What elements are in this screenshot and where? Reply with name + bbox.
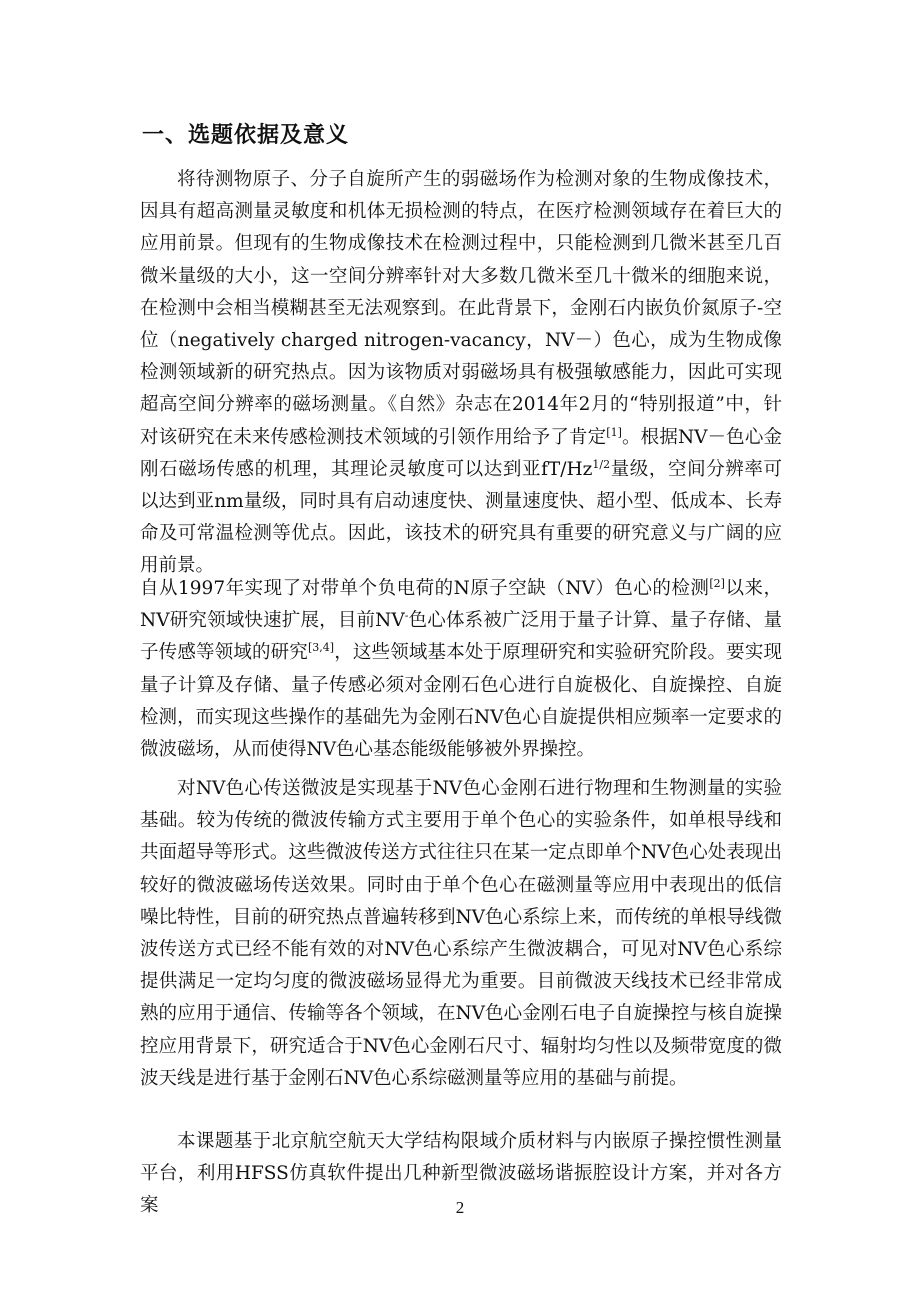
citation-1: [1]: [606, 425, 622, 439]
paragraph-4: 本课题基于北京航空航天大学结构限域介质材料与内嵌原子操控惯性测量平台，利用HFSS仿真软件提出几种新型微波磁场谐振腔设计方案，并对各方案: [140, 1131, 782, 1217]
paragraph-3: 对NV色心传送微波是实现基于NV色心金刚石进行物理和生物测量的实验基础。较为传统的微波传输方式主要用于单个色心的实验条件，如单根导线和共面超导等形式。这些微波传送方式往往只在某一定点即单个NV色心处表现出较好的微波磁场传送效果。同时由于单个色心在磁测量等应用中表现出的低信噪比特性，目前的研究热点普遍转移到NV色心系综上来，而传统的单根导线微波传送方式已经不能有效的对NV色心系综产生微波耦合，可见对NV色心系综提供满足一定均匀度的微波磁场显得尤为重要。目前微波天线技术已经非常成熟的应用于通信、传输等各个领域，在NV色心金刚石电子自旋操控与核自旋操控应用背景下，研究适合于NV色心金刚石尺寸、辐射均匀性以及频带宽度的微波天线是进行基于金刚石NV色心系综磁测量等应用的基础与前提。: [140, 778, 782, 1089]
p2-text-3: 色心体系被广泛用于量子计算、量子存储、量子传感等领域的研究: [140, 610, 782, 664]
citation-2: [2]: [709, 576, 725, 590]
p2-text-4: ，这些领域基本处于原理研究和实验研究阶段。要实现量子计算及存储、量子传感必须对金刚石色心进行自旋极化、自旋操控、自旋检测，而实现这些操作的基础先为金刚石NV色心自旋提供相应频率一定要求的微波磁场，从而使得NV色心基态能级能够被外界操控。: [140, 642, 782, 761]
paragraph-2: [140, 573, 782, 766]
p1-text-2: 。根据NV－色心金刚石磁场传感的机理，其理论灵敏度可以达到亚fT/Hz: [140, 426, 782, 480]
exponent: 1/2: [592, 457, 611, 471]
p2-text-2: 以来，NV研究领域快速扩展，目前NV: [140, 578, 782, 632]
p2-text-1: 自从1997年实现了对带单个负电荷的N原子空缺（NV）色心的检测: [140, 578, 710, 599]
page-number: 2: [455, 1198, 465, 1217]
p1-text-3: 量级，空间分辨率可以达到亚nm量级，同时具有启动速度快、测量速度快、超小型、低成本、长寿命及可常温检测等优点。因此，该技术的研究具有重要的研究意义与广阔的应用前景。: [140, 458, 782, 577]
p1-text-1: 将待测物原子、分子自旋所产生的弱磁场作为检测对象的生物成像技术，因具有超高测量灵敏度和机体无损检测的特点，在医疗检测领域存在着巨大的应用前景。但现有的生物成像技术在检测过程中，只能检测到几微米甚至几百微米量级的大小，这一空间分辨率针对大多数几微米至几十微米的细胞来说，在检测中会相当模糊甚至无法观察到。在此背景下，金刚石内嵌负价氮原子-空位（negatively charged nitrogen-vacancy，NV－）色心，成为生物成像检测领域新的研究热点。因为该物质对弱磁场具有极强敏感能力，因此可实现超高空间分辨率的磁场测量。《自然》杂志在2014年2月的“特别报道”中，针对该研究在未来传感检测技术领域的引领作用给予了肯定: [140, 169, 782, 448]
section-heading: 一、选题依据及意义: [142, 123, 350, 148]
citation-3-4: [3,4]: [307, 641, 335, 655]
paragraph-1: [140, 164, 782, 583]
nv-minus-superscript: -: [404, 609, 409, 623]
